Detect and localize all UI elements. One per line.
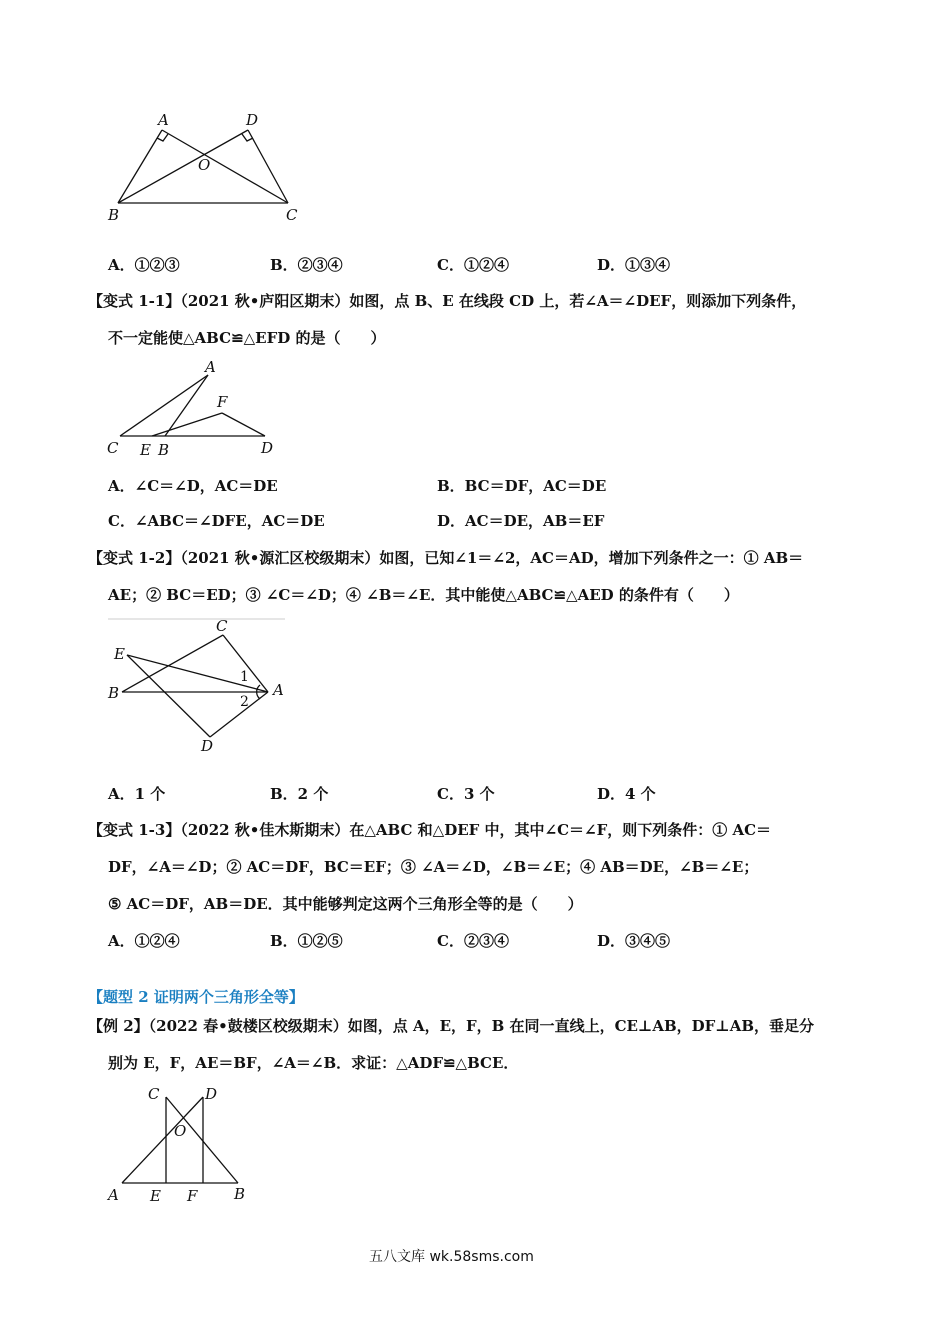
- label-c: C: [286, 206, 298, 224]
- footer-watermark: 五八文库 wk.58sms.com: [369, 1249, 534, 1265]
- segment-ad: [122, 1097, 203, 1183]
- label-c: C: [107, 439, 119, 457]
- label-d: D: [205, 1085, 218, 1103]
- q1-option-c: C．∠ABC＝∠DFE，AC＝DE: [108, 512, 325, 530]
- label-b: B: [108, 684, 120, 702]
- label-d: D: [261, 439, 274, 457]
- label-e: E: [140, 441, 151, 458]
- label-2: 2: [240, 694, 249, 710]
- segment-ca: [120, 375, 208, 436]
- section-heading: 【题型 2 证明两个三角形全等】: [88, 988, 304, 1006]
- segment-ab: [118, 130, 162, 203]
- label-o: O: [198, 156, 211, 174]
- label-d: D: [201, 737, 214, 755]
- q0-option-a: A．①②③: [108, 256, 180, 274]
- label-a: A: [205, 358, 216, 376]
- figure-q2: [100, 615, 300, 755]
- segment-ed: [127, 655, 210, 737]
- label-e: E: [150, 1187, 161, 1205]
- q1-option-a: A．∠C＝∠D，AC＝DE: [108, 477, 278, 495]
- figure-q1: [100, 358, 300, 458]
- figure-ex2: [100, 1080, 280, 1210]
- segment-ef: [152, 413, 222, 436]
- label-f: F: [217, 393, 228, 411]
- ex2-text-line2: 别为 E，F，AE＝BF，∠A＝∠B．求证：△ADF≌△BCE．: [108, 1054, 519, 1072]
- q2-option-a: A．1 个: [108, 785, 166, 803]
- label-c: C: [216, 617, 228, 635]
- label-c: C: [148, 1085, 160, 1103]
- segment-fd: [222, 413, 265, 436]
- q3-text-line2: DF，∠A＝∠D；② AC＝DF，BC＝EF；③ ∠A＝∠D，∠B＝∠E；④ AB＝DE，∠B＝∠E；: [108, 858, 759, 876]
- q2-option-d: D．4 个: [597, 785, 656, 803]
- ex2-text-line1: 【例 2】（2022 春•鼓楼区校级期末）如图，点 A，E，F，B 在同一直线上，CE⊥AB，DF⊥AB，垂足分: [88, 1017, 815, 1035]
- segment-db: [118, 130, 248, 203]
- q1-option-b: B．BC＝DF，AC＝DE: [437, 477, 607, 495]
- label-1: 1: [240, 669, 249, 685]
- label-b: B: [234, 1185, 246, 1203]
- q0-option-c: C．①②④: [437, 256, 509, 274]
- segment-ba: [165, 375, 208, 436]
- q3-option-c: C．②③④: [437, 932, 509, 950]
- segment-ac: [162, 130, 288, 203]
- label-a: A: [273, 681, 284, 699]
- q0-option-d: D．①③④: [597, 256, 671, 274]
- q2-option-c: C．3 个: [437, 785, 495, 803]
- segment-bc: [122, 635, 223, 692]
- q2-text-line2: AE；② BC＝ED；③ ∠C＝∠D；④ ∠B＝∠E．其中能使△ABC≌△AED 的条件有（ ）: [108, 586, 739, 604]
- label-a: A: [158, 111, 169, 129]
- q3-option-a: A．①②④: [108, 932, 180, 950]
- label-e: E: [114, 645, 125, 663]
- q3-text-line1: 【变式 1-3】（2022 秋•佳木斯期末）在△ABC 和△DEF 中，其中∠C＝∠F，则下列条件：① AC＝: [88, 821, 772, 839]
- q3-option-b: B．①②⑤: [270, 932, 343, 950]
- label-a: A: [108, 1186, 119, 1204]
- q2-text-line1: 【变式 1-2】（2021 秋•源汇区校级期末）如图，已知∠1＝∠2，AC＝AD，增加下列条件之一：① AB＝: [88, 549, 804, 567]
- q3-option-d: D．③④⑤: [597, 932, 671, 950]
- label-d: D: [246, 111, 259, 129]
- label-b: B: [158, 441, 170, 458]
- q0-option-b: B．②③④: [270, 256, 343, 274]
- q1-text-line1: 【变式 1-1】（2021 秋•庐阳区期末）如图，点 B、E 在线段 CD 上，若∠A＝∠DEF，则添加下列条件，: [88, 292, 807, 310]
- segment-bc: [166, 1097, 238, 1183]
- q2-option-b: B．2 个: [270, 785, 329, 803]
- q1-option-d: D．AC＝DE，AB＝EF: [437, 512, 605, 530]
- label-o: O: [174, 1122, 187, 1140]
- figure-triangles-abo-dco: [100, 105, 320, 230]
- label-b: B: [108, 206, 120, 224]
- label-f: F: [187, 1187, 198, 1205]
- q1-text-line2: 不一定能使△ABC≌△EFD 的是（ ）: [108, 329, 386, 347]
- q3-text-line3: ⑤ AC＝DF，AB＝DE．其中能够判定这两个三角形全等的是（ ）: [108, 895, 583, 913]
